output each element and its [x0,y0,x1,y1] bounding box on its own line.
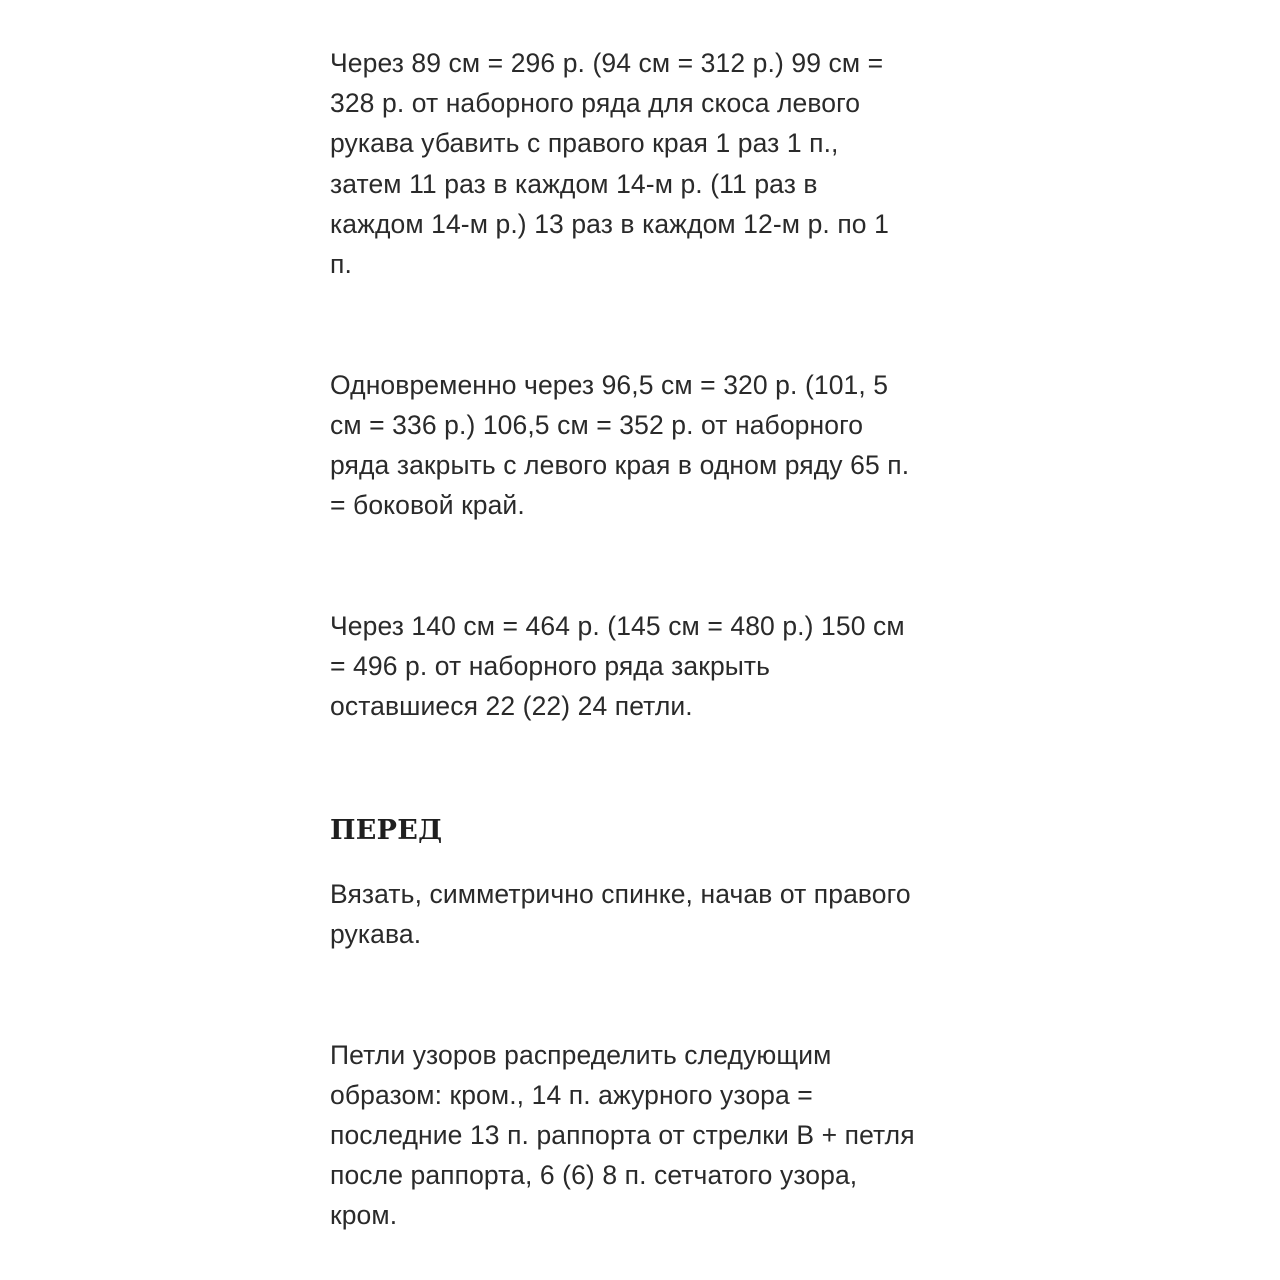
paragraph-left-sleeve-decrease: Через 89 см = 296 р. (94 см = 312 р.) 99 см = 328 р. от наборного ряда для скоса левого рукава убавить с правого края 1 раз 1 п., затем 11 раз в каждом 14-м р. (11 раз в каждом 14-м р.) 13 раз в каждом 12-м р. по 1 п. [330,48,889,280]
paragraph-side-edge-bind-off: Одновременно через 96,5 см = 320 р. (101, 5 см = 336 р.) 106,5 см = 352 р. от наборного ряда закрыть с левого края в одном ряду 65 п. = боковой край. [330,369,910,521]
paragraph-pattern-distribution: Петли узоров распределить следующим образом: кром., 14 п. ажурного узора = последние 13 п. раппорта от стрелки В + петля после раппорта, 6 (6) 8 п. сетчатого узора, кром. [330,1039,915,1231]
paragraph-remaining-stitches: Через 140 см = 464 р. (145 см = 480 р.) 150 см = 496 р. от наборного ряда закрыть оставшиеся 22 (22) 24 петли. [330,611,905,722]
article-body [330,43,960,1236]
section-heading-front: ПЕРЕД [330,814,443,846]
paragraph-front-symmetric: Вязать, симметрично спинке, начав от правого рукава. [330,878,911,949]
